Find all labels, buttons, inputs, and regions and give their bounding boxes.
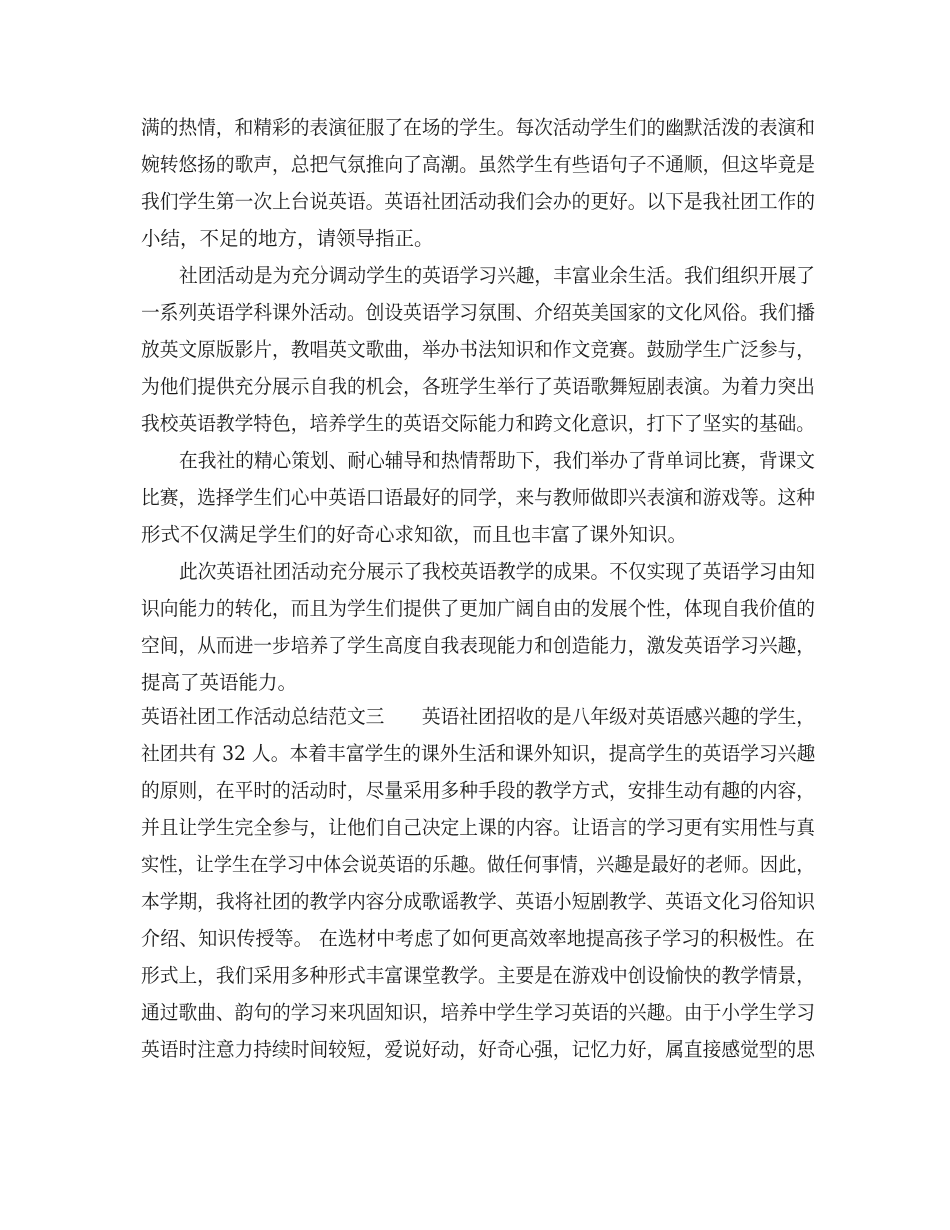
text-line: 实性，让学生在学习中体会说英语的乐趣。做任何事情，兴趣是最好的老师。因此， xyxy=(141,853,815,876)
text-line: 为他们提供充分展示自我的机会，各班学生举行了英语歌舞短剧表演。为着力突出 xyxy=(141,375,816,398)
text-line: 小结，不足的地方，请领导指正。 xyxy=(141,227,434,250)
text-line: 形式上，我们采用多种形式丰富课堂教学。主要是在游戏中创设愉快的教学情景， xyxy=(141,964,816,987)
text-line: 通过歌曲、韵句的学习来巩固知识，培养中学生学习英语的兴趣。由于小学生学习 xyxy=(141,1001,816,1024)
text-line: 婉转悠扬的歌声，总把气氛推向了高潮。虽然学生有些语句子不通顺，但这毕竟是 xyxy=(141,153,816,176)
text-line: 比赛，选择学生们心中英语口语最好的同学，来与教师做即兴表演和游戏等。这种 xyxy=(141,486,816,509)
text-line: 形式不仅满足学生们的好奇心求知欲，而且也丰富了课外知识。 xyxy=(141,523,688,546)
text-line: 我们学生第一次上台说英语。英语社团活动我们会办的更好。以下是我社团工作的 xyxy=(141,190,816,213)
text-line: 一系列英语学科课外活动。创设英语学习氛围、介绍英美国家的文化风俗。我们播 xyxy=(141,301,816,324)
text-line: 放英文原版影片，教唱英文歌曲，举办书法知识和作文竞赛。鼓励学生广泛参与， xyxy=(141,338,816,361)
paragraph-first-line: 社团活动是为充分调动学生的英语学习兴趣，丰富业余生活。我们组织开展了 xyxy=(179,264,816,287)
section-heading-line: 英语社团工作活动总结范文三 英语社团招收的是八年级对英语感兴趣的学生， xyxy=(141,705,816,728)
text-line: 社团共有 32 人。本着丰富学生的课外生活和课外知识，提高学生的英语学习兴趣 xyxy=(141,742,816,765)
text-line: 介绍、知识传授等。 在选材中考虑了如何更高效率地提高孩子学习的积极性。在 xyxy=(141,927,815,950)
paragraph-first-line: 此次英语社团活动充分展示了我校英语教学的成果。不仅实现了英语学习由知 xyxy=(179,560,816,583)
text-line: 我校英语教学特色，培养学生的英语交际能力和跨文化意识，打下了坚实的基础。 xyxy=(141,412,816,435)
text-line: 的原则，在平时的活动时，尽量采用多种手段的教学方式，安排生动有趣的内容， xyxy=(141,779,816,802)
text-line: 提高了英语能力。 xyxy=(141,671,298,694)
text-line: 满的热情，和精彩的表演征服了在场的学生。每次活动学生们的幽默活泼的表演和 xyxy=(141,116,816,139)
text-line: 识向能力的转化，而且为学生们提供了更加广阔自由的发展个性，体现自我价值的 xyxy=(141,597,816,620)
text-line: 英语时注意力持续时间较短，爱说好动，好奇心强，记忆力好，属直接感觉型的思 xyxy=(141,1038,816,1061)
text-line: 并且让学生完全参与，让他们自己决定上课的内容。让语言的学习更有实用性与真 xyxy=(141,816,816,839)
text-line: 本学期，我将社团的教学内容分成歌谣教学、英语小短剧教学、英语文化习俗知识 xyxy=(141,890,816,913)
text-line: 空间，从而进一步培养了学生高度自我表现能力和创造能力，激发英语学习兴趣， xyxy=(141,634,816,657)
paragraph-first-line: 在我社的精心策划、耐心辅导和热情帮助下，我们举办了背单词比赛，背课文 xyxy=(179,449,816,472)
